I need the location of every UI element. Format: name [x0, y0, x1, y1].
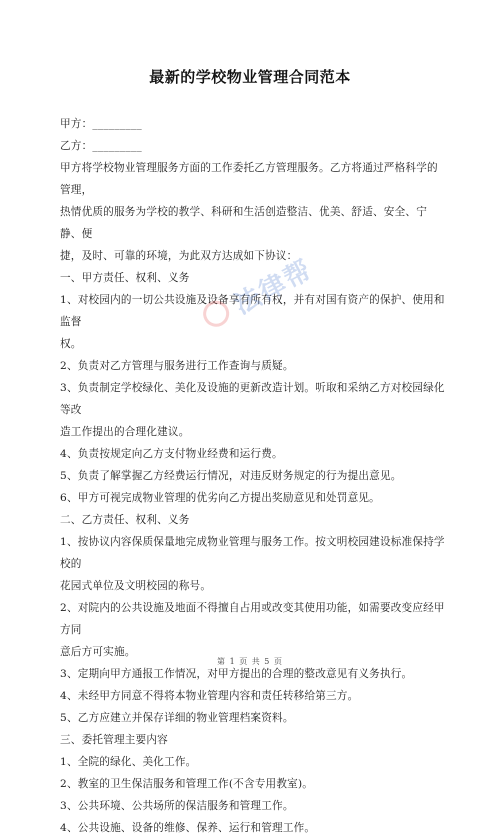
document-line: 捷，及时、可靠的环境，为此双方达成如下协议：	[60, 250, 298, 262]
page-footer: 第 1 页 共 5 页	[217, 657, 283, 666]
document-line: 意后方可实施。	[60, 646, 136, 658]
document-line: 5、乙方应建立并保存详细的物业管理档案资料。	[60, 712, 294, 724]
document-line: 热情优质的服务为学校的教学、科研和生活创造整洁、优美、舒适、安全、宁静、便	[60, 206, 427, 240]
document-line: 4、公共设施、设备的维修、保养、运行和管理工作。	[60, 822, 316, 834]
document-line: 2、负责对乙方管理与服务进行工作查询与质疑。	[60, 360, 294, 372]
document-line: 造工作提出的合理化建议。	[60, 426, 190, 438]
document-line: 1、全院的绿化、美化工作。	[60, 756, 197, 768]
document-line: 4、负责按规定向乙方支付物业经费和运行费。	[60, 448, 283, 460]
document-line: 5、负责了解掌握乙方经费运行情况，对违反财务规定的行为提出意见。	[60, 470, 402, 482]
document-line: 乙方：_________	[60, 140, 142, 152]
document-line: 二、乙方责任、权利、义务	[60, 514, 190, 526]
document-line: 一、甲方责任、权利、义务	[60, 272, 190, 284]
document-line: 3、定期向甲方通报工作情况，对甲方提出的合理的整改意见有义务执行。	[60, 668, 413, 680]
document-line: 1、按协议内容保质保量地完成物业管理与服务工作。按文明校园建设标准保持学校的	[60, 536, 445, 570]
document-line: 花园式单位及文明校园的称号。	[60, 580, 212, 592]
document-title: 最新的学校物业管理合同范本	[149, 68, 351, 86]
document-line: 3、负责制定学校绿化、美化及设施的更新改造计划。听取和采纳乙方对校园绿化等改	[60, 382, 445, 416]
document-line: 6、甲方可视完成物业管理的优劣向乙方提出奖励意见和处罚意见。	[60, 492, 380, 504]
document-line: 1、对校园内的一切公共设施及设备享有所有权，并有对国有资产的保护、使用和监督	[60, 294, 445, 328]
document-line: 2、教室的卫生保洁服务和管理工作(不含专用教室)。	[60, 778, 314, 790]
document-line: 3、公共环境、公共场所的保洁服务和管理工作。	[60, 800, 294, 812]
watermark-text: 法律帮	[229, 254, 318, 321]
document-body	[60, 113, 447, 839]
document-line: 甲方：_________	[60, 118, 142, 130]
document-line: 权。	[60, 338, 82, 350]
document-line: 4、未经甲方同意不得将本物业管理内容和责任转移给第三方。	[60, 690, 359, 702]
document-line: 甲方将学校物业管理服务方面的工作委托乙方管理服务。乙方将通过严格科学的管理，	[60, 162, 438, 196]
document-line: 三、委托管理主要内容	[60, 734, 168, 746]
document-line: 2、对院内的公共设施及地面不得擅自占用或改变其使用功能，如需要改变应经甲方同	[60, 602, 445, 636]
